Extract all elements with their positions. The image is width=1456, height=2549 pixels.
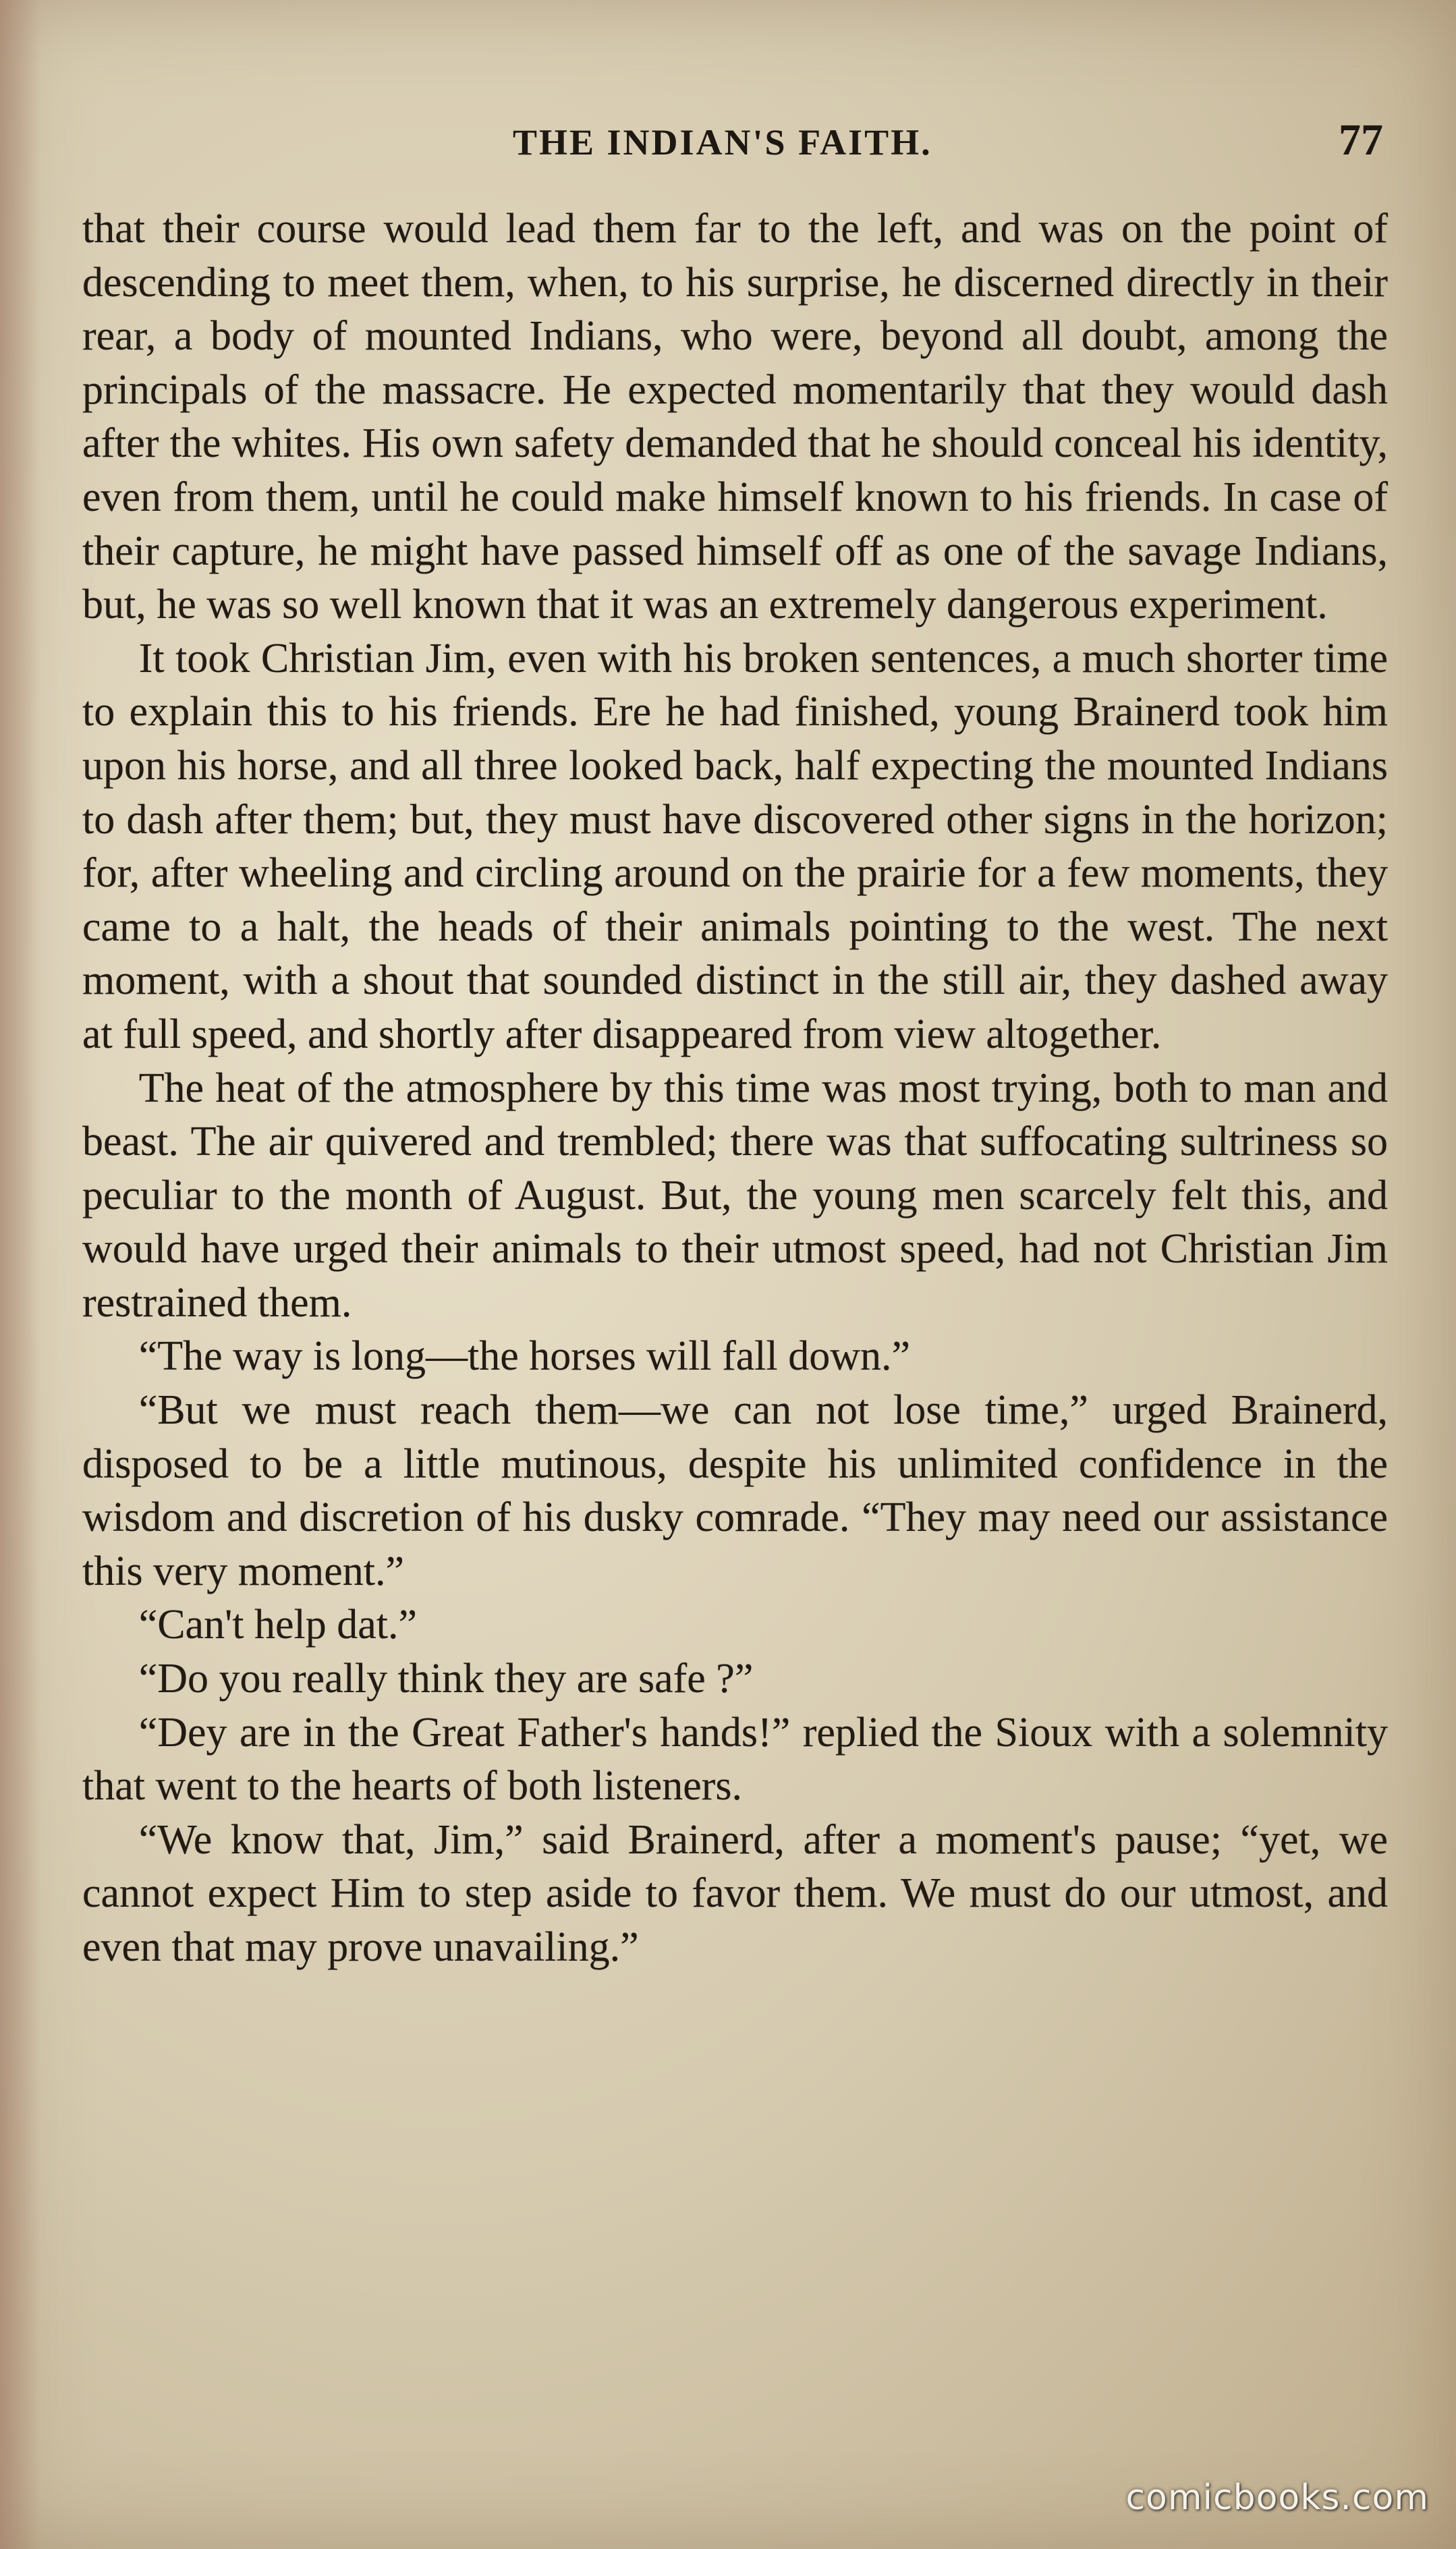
dialogue-line: “Do you really think they are safe ?”: [138, 1656, 754, 1702]
running-head: THE INDIAN'S FAITH.: [513, 122, 932, 163]
dialogue-line: “But we must reach them—we can not lose time,” urged Brainerd, disposed to be a little mutinous, despite his unlimited confidence in the wisdom and discretion of his dusky comrade. “They may need our assistance this very moment.”: [82, 1387, 1388, 1594]
paragraph: It took Christian Jim, even with his broken sentences, a much shorter time to explain this to his friends. Ere he had finished, young Brainerd took him upon his horse, and all three looked back, half expecting the mounted Indians to dash after them; but, they must have discovered other signs in the horizon; for, after wheeling and circling around on the prairie for a few moments, they came to a halt, the heads of their animals pointing to the west. The next moment, with a shout that sounded distinct in the still air, they dashed away at full speed, and shortly after disappeared from view altogether.: [82, 635, 1388, 1057]
body-text: [82, 202, 1388, 1975]
paragraph: The heat of the atmosphere by this time was most trying, both to man and beast. The air quivered and trembled; there was that suffocating sultriness so peculiar to the month of August. But, the young men scarcely felt this, and would have urged their animals to their utmost speed, had not Christian Jim restrained them.: [82, 1065, 1388, 1326]
dialogue-line: “We know that, Jim,” said Brainerd, after a moment's pause; “yet, we cannot expect Him to step aside to favor them. We must do our utmost, and even that may prove unavailing.”: [82, 1816, 1388, 1970]
page-header: [74, 115, 1383, 175]
watermark: comicbooks.com: [1125, 2477, 1429, 2518]
paragraph: that their course would lead them far to the left, and was on the point of descending to meet them, when, to his surprise, he discerned directly in their rear, a body of mounted Indians, who were, beyond all doubt, among the principals of the massacre. He expected momentarily that they would dash after the whites. His own safety demanded that he should conceal his identity, even from them, until he could make himself known to his friends. In case of their capture, he might have passed himself off as one of the savage Indians, but, he was so well known that it was an extremely dangerous experiment.: [82, 206, 1388, 628]
dialogue-line: “Dey are in the Great Father's hands!” replied the Sioux with a solemnity that went to the hearts of both listeners.: [82, 1709, 1388, 1810]
dialogue-line: “Can't help dat.”: [138, 1602, 417, 1648]
page-edge-shadow: [0, 0, 40, 2549]
page-number: 77: [1339, 115, 1383, 165]
dialogue-line: “The way is long—the horses will fall down.”: [138, 1333, 910, 1380]
